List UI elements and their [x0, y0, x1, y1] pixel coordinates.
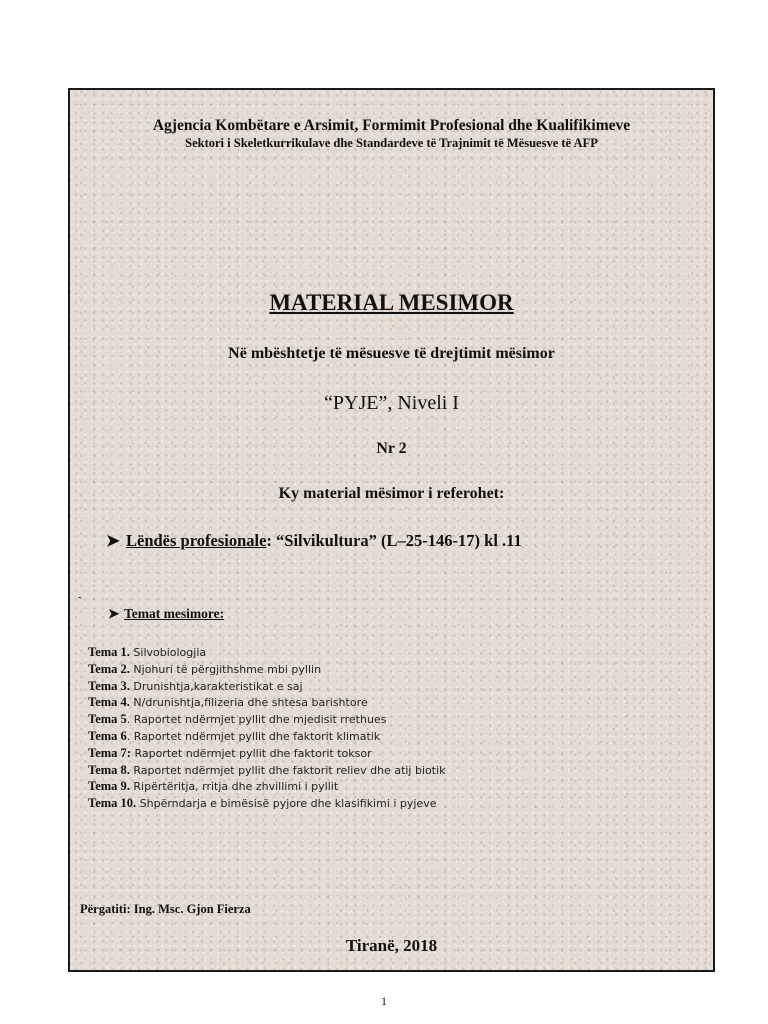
subject-line: [106, 531, 522, 551]
arrow-bullet-icon: ➤: [108, 606, 120, 621]
list-item: [88, 728, 446, 745]
topic-label: Tema 7:: [88, 745, 131, 760]
list-item: [88, 711, 446, 728]
arrow-bullet-icon: ➤: [106, 531, 120, 550]
topic-text: Njohuri të përgjithshme mbi pyllin: [129, 662, 322, 676]
topic-text: Raportet ndërmjet pyllit dhe faktorit reliev dhe atij biotik: [129, 763, 446, 777]
topic-text: Silvobiologjia: [129, 646, 207, 659]
topic-text: . Raportet ndërmjet pyllit dhe faktorit klimatik: [126, 729, 381, 743]
dash-mark: -: [78, 592, 82, 603]
city-year: Tiranë, 2018: [345, 936, 438, 955]
list-item: [88, 762, 446, 779]
topic-text: Ripërtëritja, rritja dhe zhvillimi i pyllit: [129, 780, 339, 794]
subject-label: Lëndës profesionale: [126, 531, 267, 550]
topic-text: Raportet ndërmjet pyllit dhe faktorit toksor: [130, 746, 372, 760]
document-number: Nr 2: [376, 440, 407, 457]
list-item: [88, 795, 446, 812]
topic-text: Shpërndarja e bimësisë pyjore dhe klasifikimi i pyjeve: [136, 797, 437, 811]
topic-label: Tema 2.: [88, 661, 130, 676]
program-name: “PYJE”, Niveli I: [324, 392, 459, 414]
cover-frame: [68, 88, 715, 972]
topic-label: Tema 4.: [88, 695, 130, 710]
topic-label: Tema 9.: [88, 779, 130, 794]
topic-label: Tema 5: [88, 712, 127, 727]
topic-label: Tema 1.: [88, 645, 130, 659]
topic-text: . Raportet ndërmjet pyllit dhe mjedisit rrethues: [126, 713, 387, 727]
list-item: [88, 644, 446, 661]
topic-label: Tema 8.: [88, 762, 130, 777]
prepared-by: Përgatiti: Ing. Msc. Gjon Fierza: [80, 902, 251, 916]
topic-text: Drunishtja,karakteristikat e saj: [129, 679, 303, 693]
list-item: [88, 778, 446, 795]
sector-name: Sektori i Skeletkurrikulave dhe Standardeve të Trajnimit të Mësuesve të AFP: [185, 136, 598, 150]
page-number: 1: [381, 994, 387, 1008]
topic-label: Tema 3.: [88, 678, 130, 693]
document-subtitle: Në mbështetje të mësuesve të drejtimit mësimor: [228, 345, 555, 362]
list-item: [88, 661, 446, 678]
topic-label: Tema 6: [88, 728, 127, 743]
agency-name: Agjencia Kombëtare e Arsimit, Formimit Profesional dhe Kualifikimeve: [152, 117, 631, 134]
subject-value: : “Silvikultura” (L–25-146-17) kl .11: [266, 531, 522, 550]
list-item: [88, 678, 446, 695]
topic-text: N/drunishtja,filizeria dhe shtesa barishtore: [129, 696, 368, 710]
list-item: [88, 745, 446, 762]
list-item: [88, 694, 446, 711]
refers-heading: Ky material mësimor i referohet:: [278, 485, 505, 502]
topic-label: Tema 10.: [88, 796, 137, 811]
document-title: MATERIAL MESIMOR: [269, 290, 514, 315]
topics-heading: [108, 606, 224, 622]
topics-heading-label: Temat mesimore:: [124, 606, 225, 621]
topics-list: [88, 644, 446, 812]
